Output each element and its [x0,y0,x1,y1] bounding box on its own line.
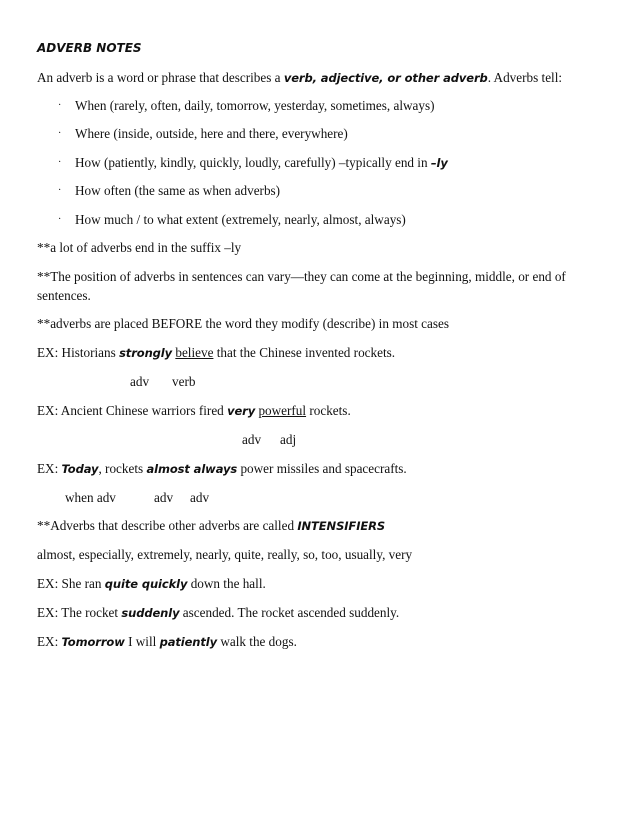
intensifiers-term: INTENSIFIERS [297,519,386,533]
bullet-4-glyph: · [58,185,62,196]
intro-line [37,70,562,86]
intro-text: An adverb is a word or phrase that describes a [37,70,284,85]
example-6-rest: walk the dogs. [217,634,297,649]
intensifiers-note [37,518,385,534]
note-position-line-1: **The position of adverbs in sentences can vary—they can come at the beginning, middle, or end of [37,269,566,284]
example-1-rest: that the Chinese invented rockets. [213,345,396,360]
bullet-5-glyph: · [58,214,62,225]
example-3-label-when-adv: when adv [65,490,116,505]
example-3-text: EX: [37,461,62,476]
example-1 [37,345,395,361]
note-placement: **adverbs are placed BEFORE the word they modify (describe) in most cases [37,316,449,331]
example-3-label-adv-2: adv [190,490,210,505]
example-1-text: EX: Historians [37,345,120,360]
bullet-5-text: How much / to what extent (extremely, nearly, almost, always) [75,212,406,227]
example-6-text: EX: [37,634,62,649]
example-3-adverb-1: Today [61,462,99,476]
example-6-adverb-2: patiently [159,635,218,649]
example-5-adverb: suddenly [121,606,180,620]
example-3-rest: power missiles and spacecrafts. [237,461,407,476]
example-4-rest: down the hall. [187,576,266,591]
example-3-adverb-2: almost always [146,462,238,476]
bullet-2-text: Where (inside, outside, here and there, everywhere) [75,126,348,141]
example-1-label-adv: adv [130,374,150,389]
bullet-1-text: When (rarely, often, daily, tomorrow, yesterday, sometimes, always) [75,98,435,113]
example-3-label-adv-1: adv [154,490,174,505]
bullet-3-glyph: · [58,157,62,168]
note-suffix: **a lot of adverbs end in the suffix –ly [37,240,242,255]
example-2-text: EX: Ancient Chinese warriors fired [37,403,228,418]
bullet-1-glyph: · [58,100,62,111]
example-1-label-verb: verb [172,374,196,389]
example-2-adjective: powerful [258,403,307,418]
example-5-rest: ascended. The rocket ascended suddenly. [179,605,400,620]
example-6-mid: I will [124,634,160,649]
example-1-adverb: strongly [119,346,173,360]
example-1-verb: believe [175,345,214,360]
example-2-label-adj: adj [280,432,297,447]
example-6-adverb-1: Tomorrow [61,635,125,649]
example-3 [37,461,407,477]
bullet-3-text: How (patiently, kindly, quickly, loudly, carefully) –typically end in [75,155,431,170]
example-5-text: EX: The rocket [37,605,122,620]
bullet-3-line [75,155,448,171]
bullet-3-bold: –ly [430,156,448,170]
example-2-rest: rockets. [306,403,351,418]
page-title: ADVERB NOTES [37,41,142,55]
example-4-adverbs: quite quickly [104,577,188,591]
example-4 [37,576,266,592]
bullet-4-text: How often (the same as when adverbs) [75,183,281,198]
example-2-label-adv: adv [242,432,262,447]
example-6 [37,634,297,650]
intro-after: . Adverbs tell: [487,70,563,85]
example-2 [37,403,351,419]
example-2-adverb: very [227,404,256,418]
bullet-2-glyph: · [58,128,62,139]
note-position-line-2: sentences. [37,288,91,303]
example-5 [37,605,399,621]
intensifiers-list: almost, especially, extremely, nearly, quite, really, so, too, usually, very [37,547,413,562]
intensifiers-text: **Adverbs that describe other adverbs are called [37,518,298,533]
example-3-mid: , rockets [98,461,147,476]
example-4-text: EX: She ran [37,576,105,591]
intro-bold: verb, adjective, or other adverb [283,71,488,85]
